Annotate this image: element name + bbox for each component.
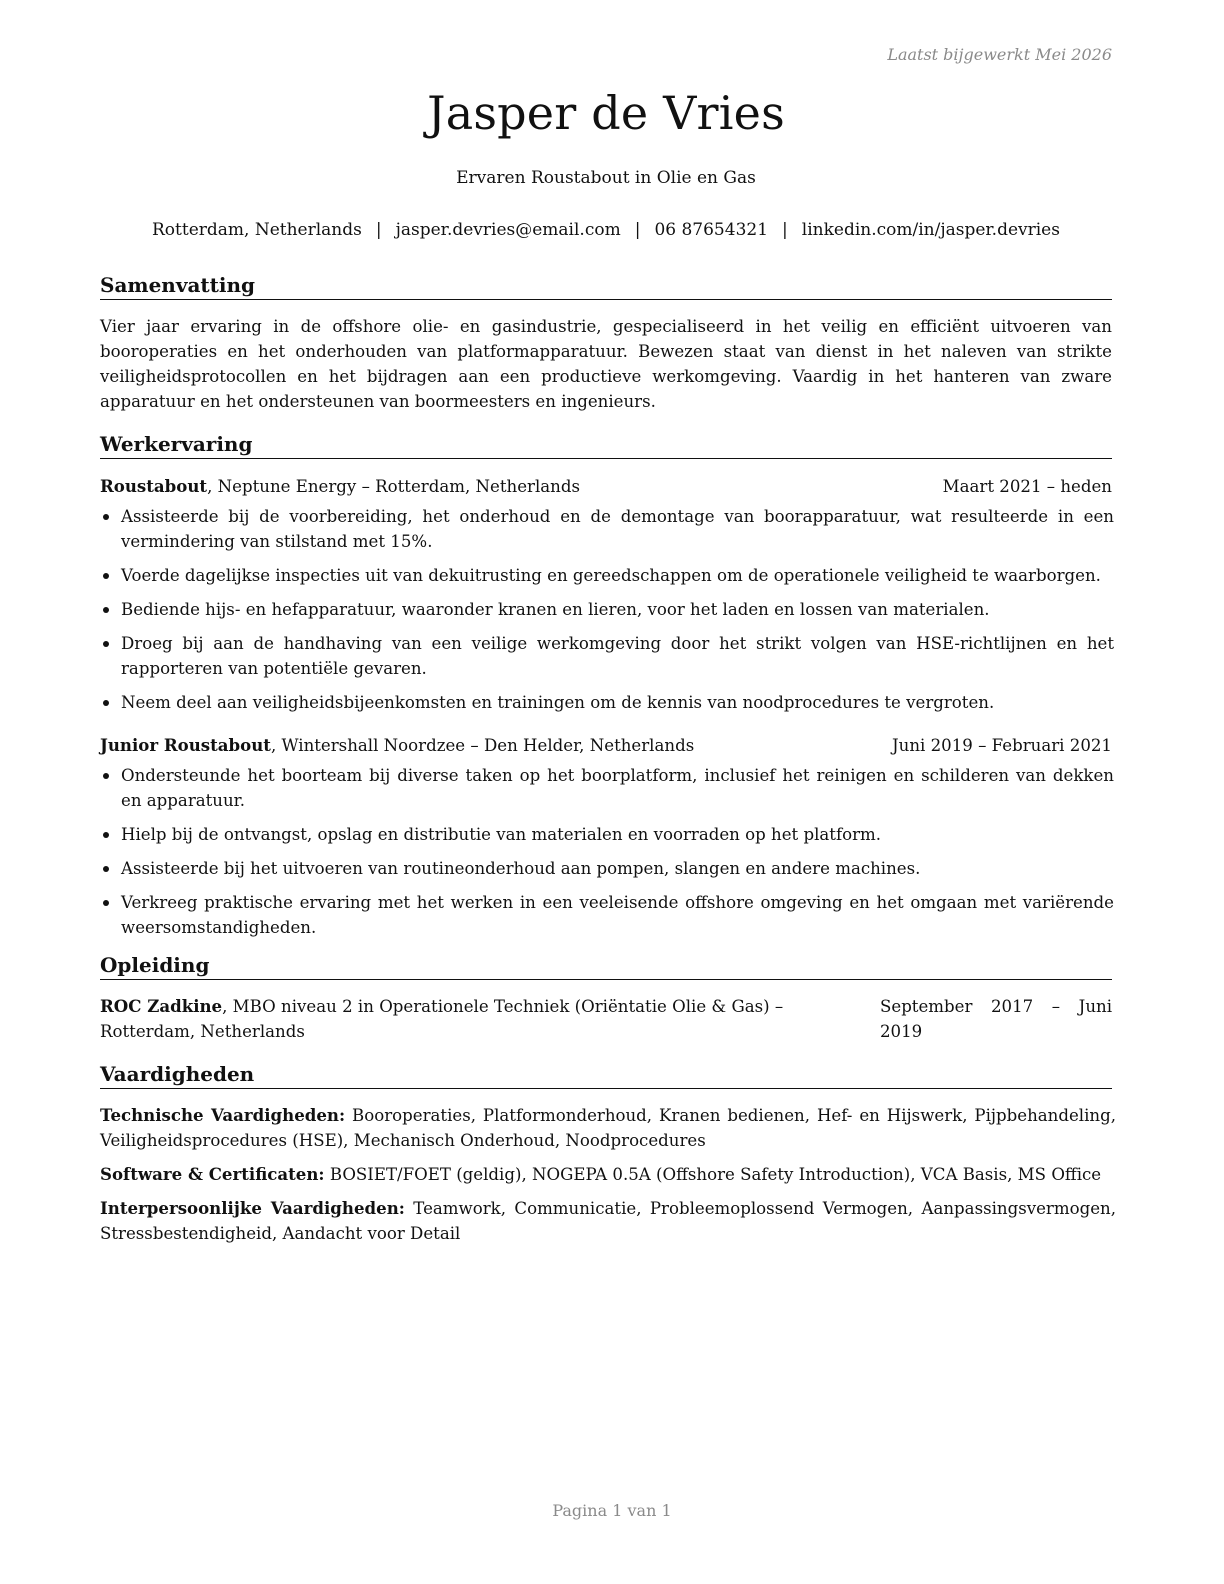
job-dates: Maart 2021 – heden xyxy=(942,477,1112,496)
summary-text: Vier jaar ervaring in de offshore olie- en gasindustrie, gespecialiseerd in het veilig en efficiënt uitvoeren van booroperaties en het onderhouden van platformapparatuur. Bewezen staat van dienst in het naleven van strikte veiligheidsprotocollen en het bijdragen aan een productieve werkomgeving. Vaardig in het hanteren van zware apparatuur en het ondersteunen van boormeesters en ingenieurs. xyxy=(100,317,1112,411)
skill-group-label: Interpersoonlijke Vaardigheden: xyxy=(100,1198,405,1218)
education-dates: September 2017 – Juni 2019 xyxy=(880,997,1112,1041)
job-employer: , Wintershall Noordzee – Den Helder, Netherlands xyxy=(270,736,695,755)
contact-separator: | xyxy=(375,220,382,240)
list-item: Ondersteunde het boorteam bij diverse taken op het boorplatform, inclusief het reinigen en schilderen van dekken en apparatuur. xyxy=(100,763,1114,813)
candidate-headline: Ervaren Roustabout in Olie en Gas xyxy=(456,168,756,188)
skill-group-label: Technische Vaardigheden: xyxy=(100,1105,346,1125)
list-item: Voerde dagelijkse inspecties uit van dekuitrusting en gereedschappen om de operationele veiligheid te waarborgen. xyxy=(100,563,1114,588)
contact-line xyxy=(80,220,1132,240)
job-dates: Juni 2019 – Februari 2021 xyxy=(892,736,1112,755)
job-employer: , Neptune Energy – Rotterdam, Netherlands xyxy=(207,477,580,496)
list-item: Neem deel aan veiligheidsbijeenkomsten en trainingen om de kennis van noodprocedures te vergroten. xyxy=(100,690,1114,715)
section-title-experience: Werkervaring xyxy=(100,431,1112,459)
education-detail-line xyxy=(100,994,880,1044)
job-role: Roustabout xyxy=(100,476,208,496)
job-role: Junior Roustabout xyxy=(100,735,271,755)
education-school: ROC Zadkine xyxy=(100,996,223,1016)
contact-linkedin[interactable]: linkedin.com/in/jasper.devries xyxy=(801,220,1060,240)
contact-email[interactable]: jasper.devries@email.com xyxy=(395,220,621,240)
candidate-name: Jasper de Vries xyxy=(427,86,785,140)
job-bullets xyxy=(100,763,1114,949)
skill-group xyxy=(100,1162,1116,1187)
list-item: Droeg bij aan de handhaving van een veilige werkomgeving door het strikt volgen van HSE-richtlijnen en het rapporteren van potentiële gevaren. xyxy=(100,631,1114,681)
skill-group-items: Teamwork, Communicatie, Probleemoplossend Vermogen, Aanpassingsvermogen, Stressbestendigheid, Aandacht voor Detail xyxy=(100,1199,1116,1243)
section-title-summary: Samenvatting xyxy=(100,272,1112,300)
job-title-line xyxy=(100,474,580,499)
list-item: Assisteerde bij het uitvoeren van routineonderhoud aan pompen, slangen en andere machines. xyxy=(100,856,1114,881)
section-title-skills: Vaardigheden xyxy=(100,1061,1112,1089)
page-number: Pagina 1 van 1 xyxy=(552,1501,672,1520)
list-item: Hielp bij de ontvangst, opslag en distributie van materialen en voorraden op het platform. xyxy=(100,822,1114,847)
job-bullets xyxy=(100,504,1114,724)
education-program: , MBO niveau 2 in Operationele Techniek (Oriëntatie Olie & Gas) – Rotterdam, Netherlands xyxy=(100,997,784,1041)
education-entry xyxy=(100,994,1112,1044)
skill-group xyxy=(100,1103,1116,1153)
contact-separator: | xyxy=(634,220,641,240)
skill-group-items: BOSIET/FOET (geldig), NOGEPA 0.5A (Offshore Safety Introduction), VCA Basis, MS Office xyxy=(324,1165,1102,1184)
job-header xyxy=(100,733,1112,758)
job-header xyxy=(100,474,1112,499)
contact-separator: | xyxy=(782,220,788,240)
job-title-line xyxy=(100,733,694,758)
last-updated-note: Laatst bijgewerkt Mei 2026 xyxy=(887,45,1112,64)
section-title-education: Opleiding xyxy=(100,952,1112,980)
skill-group-items: Booroperaties, Platformonderhoud, Kranen bedienen, Hef- en Hijswerk, Pijpbehandeling, Veiligheidsprocedures (HSE), Mechanisch Onderhoud, Noodprocedures xyxy=(100,1106,1117,1150)
list-item: Assisteerde bij de voorbereiding, het onderhoud en de demontage van boorapparatuur, wat resulteerde in een vermindering van stilstand met 15%. xyxy=(100,504,1114,554)
list-item: Verkreeg praktische ervaring met het werken in een veeleisende offshore omgeving en het omgaan met variërende weersomstandigheden. xyxy=(100,890,1114,940)
contact-phone: 06 87654321 xyxy=(654,220,769,240)
skill-group-label: Software & Certificaten: xyxy=(100,1164,325,1184)
contact-location: Rotterdam, Netherlands xyxy=(152,220,362,240)
skill-group xyxy=(100,1196,1116,1246)
list-item: Bediende hijs- en hefapparatuur, waaronder kranen en lieren, voor het laden en lossen van materialen. xyxy=(100,597,1114,622)
